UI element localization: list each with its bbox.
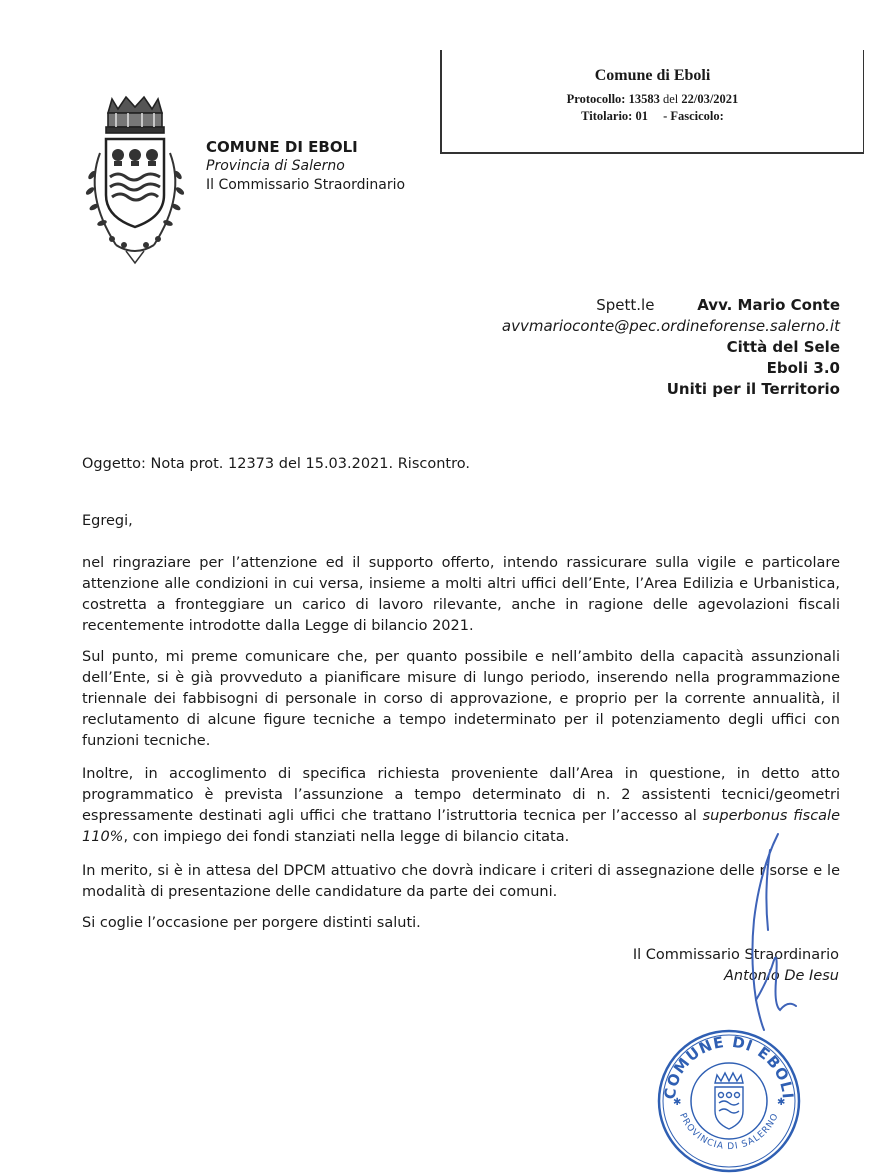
letter-subject: Oggetto: Nota prot. 12373 del 15.03.2021. Riscontro. bbox=[82, 456, 470, 472]
protocol-number: 13583 bbox=[628, 92, 660, 106]
body-paragraph: Sul punto, mi preme comunicare che, per quanto possibile e nell’ambito della capacità assunzionali dell’Ente, si è già provveduto a pianificare misure di lungo periodo, inserendo nella programmazione triennale dei fabbisogni di personale in corso di approvazione, e proprio per la corrente annualità, il reclutamento di alcune figure tecniche a tempo indeterminato per il potenziamento degli uffici con funzioni tecniche. bbox=[82, 649, 840, 749]
signatory-name: Antonio De Iesu bbox=[723, 968, 839, 984]
protocol-classification-line bbox=[442, 109, 863, 124]
coat-of-arms-icon bbox=[76, 95, 194, 265]
recipient-salutation: Spett.le bbox=[596, 296, 655, 314]
recipient-line: Eboli 3.0 bbox=[766, 359, 840, 377]
protocol-label: Protocollo: bbox=[566, 92, 626, 106]
recipient-line: Città del Sele bbox=[726, 338, 840, 356]
body-paragraph: In merito, si è in attesa del DPCM attuativo che dovrà indicare i criteri di assegnazione delle risorse e le modalità di presentazione delle candidature da parte dei comuni. bbox=[82, 863, 840, 900]
province-name: Provincia di Salerno bbox=[206, 158, 345, 174]
recipient-name-line bbox=[502, 295, 840, 316]
body-paragraph: Si coglie l’occasione per porgere distinti saluti. bbox=[82, 915, 421, 931]
signatory-role: Il Commissario Straordinario bbox=[632, 947, 839, 963]
recipient-block bbox=[502, 295, 840, 400]
recipient-line: Uniti per il Territorio bbox=[666, 380, 840, 398]
svg-text:COMUNE DI EBOLI bbox=[661, 1033, 797, 1100]
body-text: Inoltre, in accoglimento di specifica richiesta proveniente dall’Area in questione, in detto atto programmatico è prevista l’assunzione a tempo determinato di n. 2 assistenti tecnici/geometri espressamente destinati agli uffici che trattano l’istruttoria tecnica per l’accesso al bbox=[82, 766, 840, 824]
superbonus-emphasis: superbonus fiscale 110% bbox=[82, 808, 840, 845]
body-text: , con impiego dei fondi stanziati nella legge di bilancio citata. bbox=[123, 829, 570, 845]
letterhead bbox=[206, 138, 405, 195]
protocol-number-line bbox=[442, 92, 863, 107]
recipient-name: Avv. Mario Conte bbox=[697, 296, 840, 314]
body-paragraph: nel ringraziare per l’attenzione ed il supporto offerto, intendo rassicurare sulla vigile e particolare attenzione alle condizioni in cui versa, insieme a molti altri uffici dell’Ente, l’Area Edilizia e Urbanistica, costretta a fronteggiare un carico di lavoro rilevante, anche in ragione delle agevolazioni fiscali recentemente introdotte dalla Legge di bilancio 2021. bbox=[82, 555, 840, 634]
municipality-name: COMUNE DI EBOLI bbox=[206, 138, 358, 156]
svg-text:✱: ✱ bbox=[777, 1097, 786, 1108]
municipal-seal-icon bbox=[653, 1025, 805, 1175]
seal-top-text: COMUNE DI EBOLI bbox=[660, 1032, 798, 1101]
letter-greeting: Egregi, bbox=[82, 513, 133, 529]
protocol-del: del bbox=[662, 92, 679, 106]
svg-text:PROVINCIA DI SALERNO bbox=[677, 1112, 781, 1152]
recipient-email: avvmarioconte@pec.ordineforense.salerno.it bbox=[501, 317, 840, 335]
protocol-fascicolo: - Fascicolo: bbox=[663, 109, 724, 123]
svg-text:✱: ✱ bbox=[673, 1097, 682, 1108]
protocol-date: 22/03/2021 bbox=[681, 92, 739, 106]
protocol-stamp bbox=[440, 50, 864, 154]
seal-bottom-text: PROVINCIA DI SALERNO bbox=[677, 1111, 781, 1153]
sender-role: Il Commissario Straordinario bbox=[206, 177, 406, 193]
protocol-titolario: Titolario: 01 bbox=[581, 109, 648, 123]
protocol-title: Comune di Eboli bbox=[594, 67, 711, 84]
